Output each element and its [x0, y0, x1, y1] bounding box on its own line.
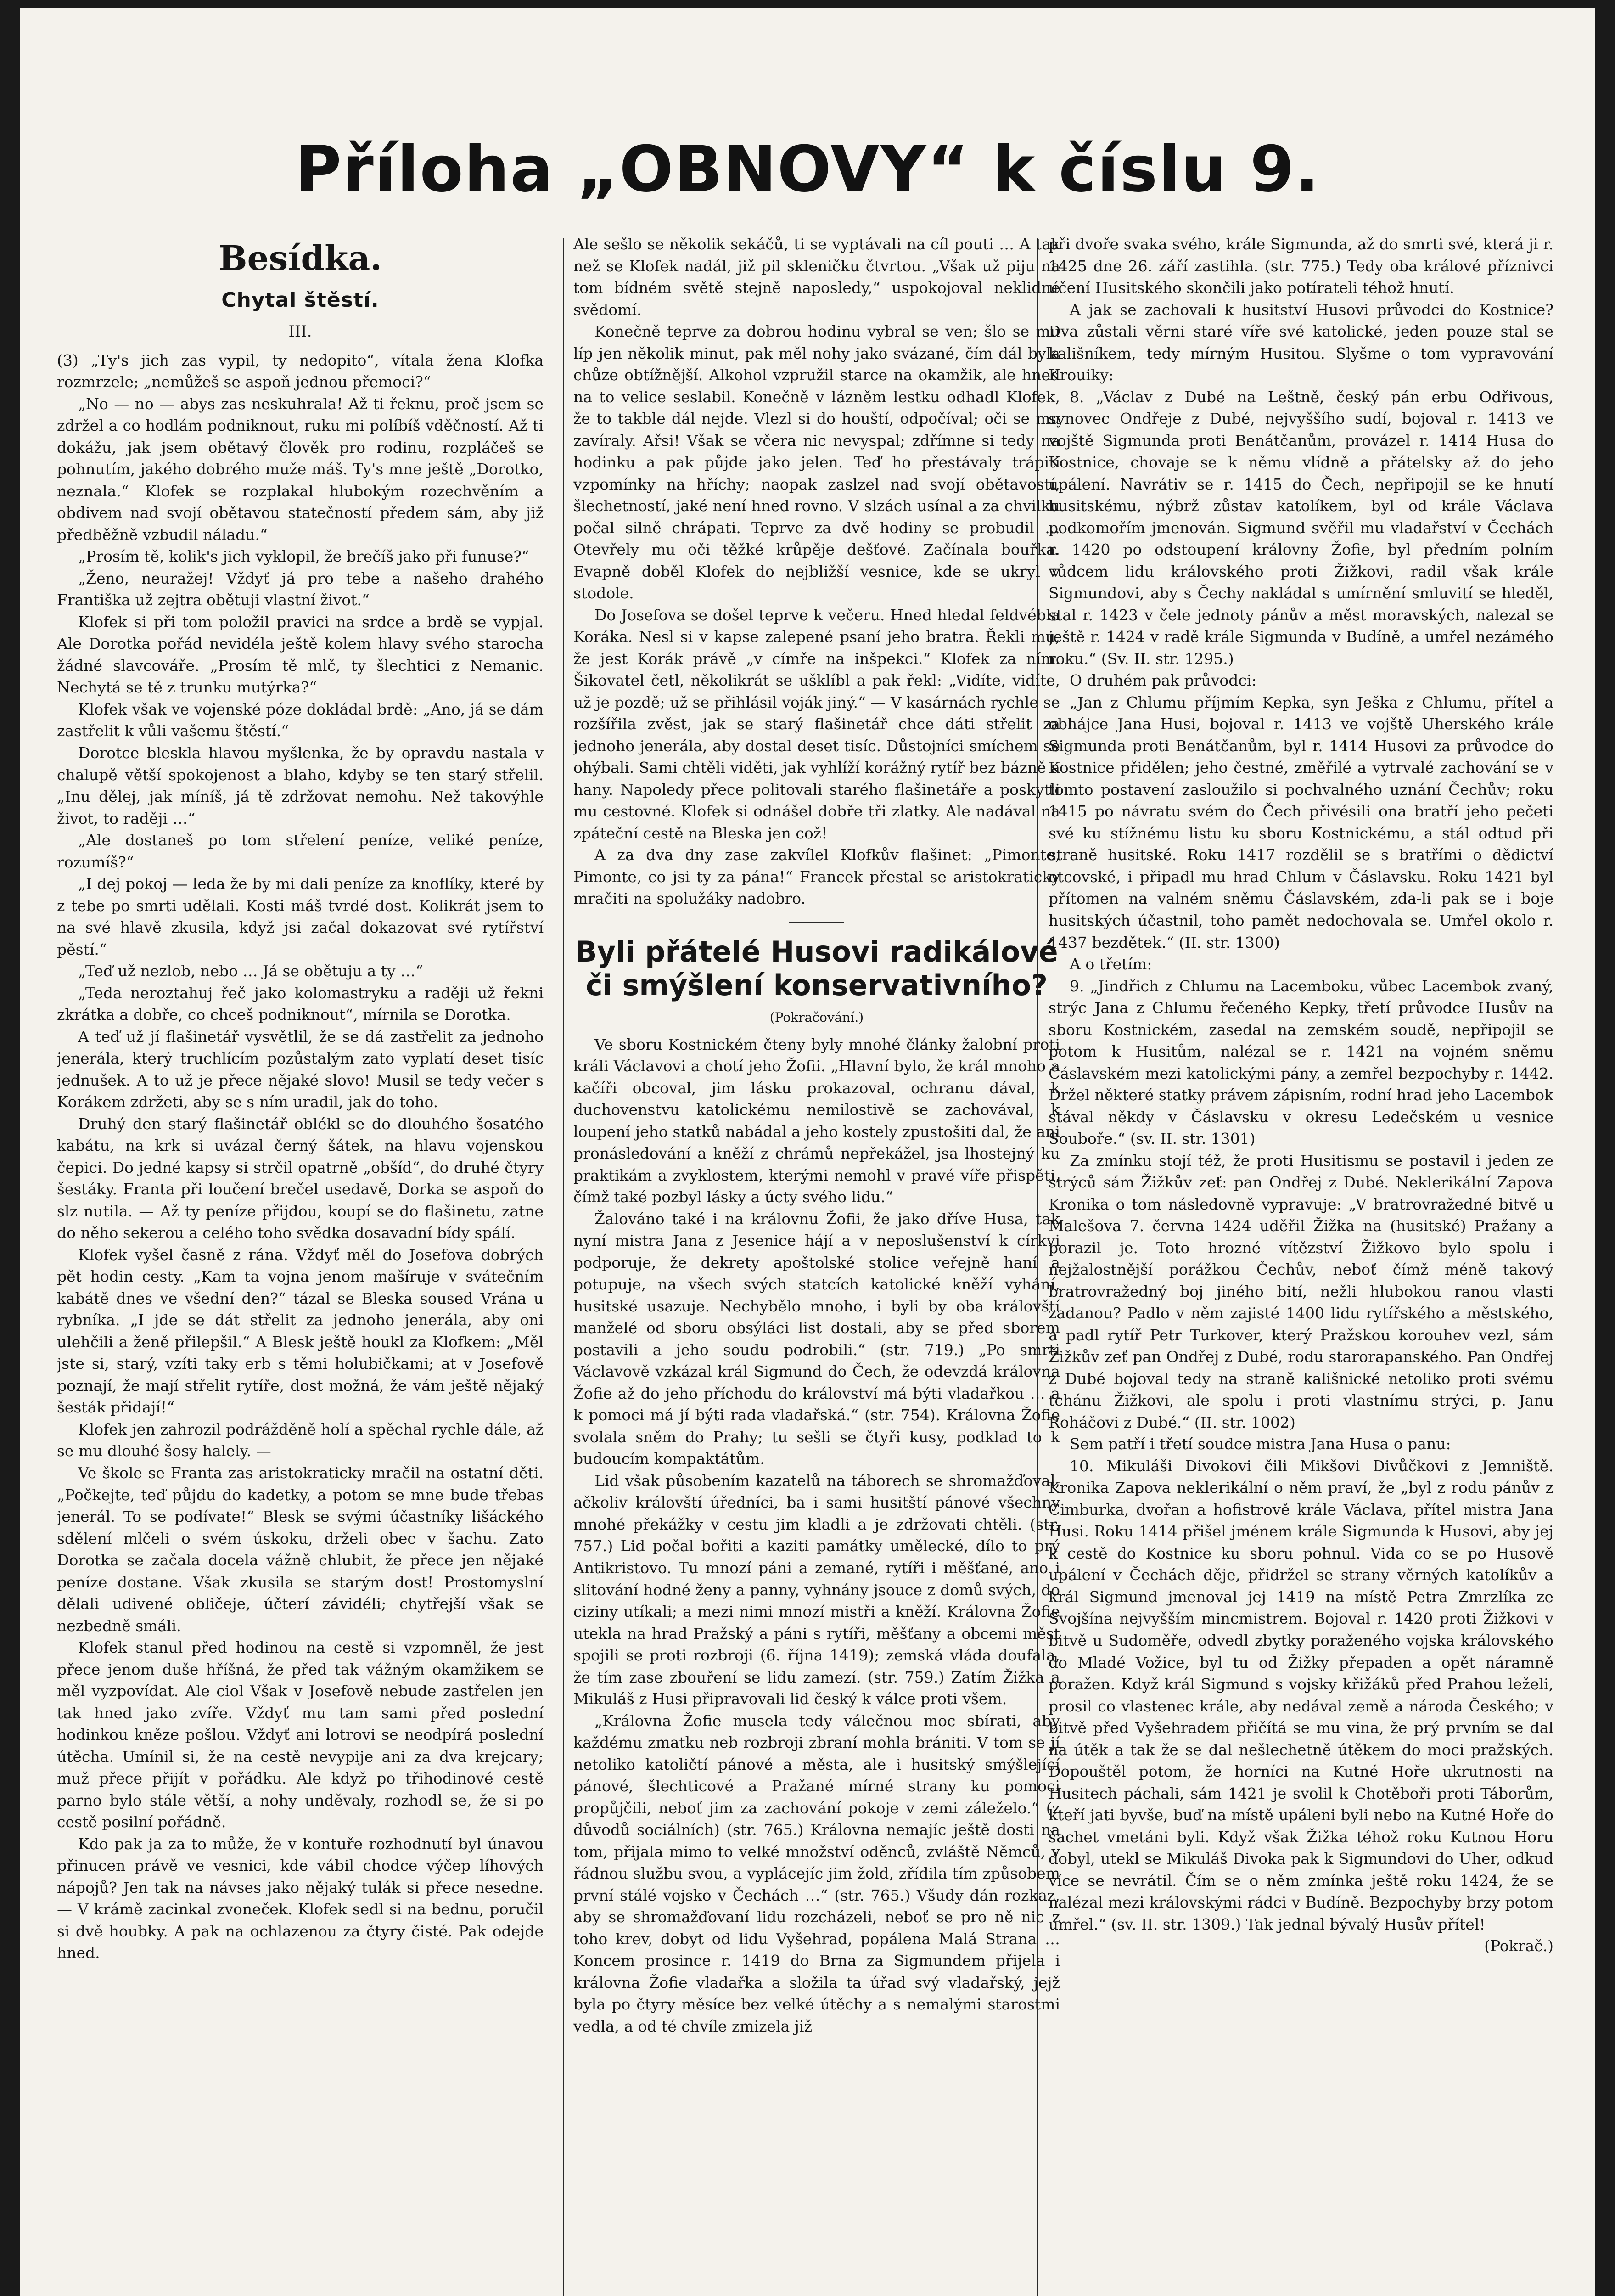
- column-rule-left: [563, 238, 564, 2296]
- paragraph: při dvoře svaka svého, krále Sigmunda, až do smrti své, která ji r. 1425 dne 26. září zastihla. (str. 775.) Tedy oba králové příznivci učení Husitského skončili jako potírateli téhož hnutí.: [1049, 235, 1553, 297]
- section-title-besidka: Besídka.: [218, 240, 382, 278]
- paragraph: 10. Mikuláši Divokovi čili Mikšovi Divůčkovi z Jemniště. Kronika Zapova neklerikální o něm praví, že „byl z rodu pánův z Cimburka, dvořan a hofistrově krále Václava, přítel mistra Jana Husi. Roku 1414 přišel jménem krále Sigmunda k Husovi, aby jej k cestě do Kostnice ku sboru pohnul. Vida co se po Husově upálení v Čechách děje, přidržel se strany věrných katolíkův a král Sigmund jmenoval jej 1419 na místě Petra Zmrzlíka ze Svojšína nejvyšším mincmistrem. Bojoval r. 1420 proti Žižkovi v bitvě u Sudoměře, odvedl zbytky poraženého vojska královského do Mladé Vožice, byl tu od Žižky přepaden a opět náramně poražen. Když král Sigmund s vojsky křižáků před Prahou leželi, prosil co vlastenec krále, aby nedával země a národa Českého; v bitvě před Vyšehradem přičítá se mu vina, že prý prvním se dal na útěk a tak že se dal nešlechetně útěkem do moci pražských. Dopouštěl potom, že horníci na Kutné Hoře ukrutnosti na Husitech páchali, sám 1421 je svolil k Chotěboři proti Táborům, kteří jati byvše, buď na místě upáleni byli nebo na Kutné Hoře do šachet vmetáni byli. Když však Žižka téhož roku Kutnou Horu dobyl, utekl se Mikuláš Divoka pak k Sigmundovi do Uher, odkud více se nevrátil. Čím se o něm zmínka ještě roku 1424, že se nalézal mezi královskými rádci v Budíně. Bezpochyby brzy potom umřel.“ (sv. II. str. 1309.) Tak jednal bývalý Husův přítel!: [1049, 1457, 1553, 1933]
- paragraph: „Jan z Chlumu příjmím Kepka, syn Ješka z Chlumu, přítel a obhájce Jana Husi, bojoval r. 1413 ve vojště Uherského krále Sigmunda proti Benátčanům, byl r. 1414 Husovi za průvodce do Kostnice přidělen; jeho čestné, změřilé a vytrvalé zachování se v tomto postavení zasloužilo si pochvalného uznání Čechův; roku 1415 po návratu svém do Čech přivésili ona bratří jeho pečeti své ku stížnému listu ku sboru Kostnickému, a stál odtud při straně husitské. Roku 1417 rozdělil se s bratřími o dědictví otcovské, i připadl mu hrad Chlum v Čáslavsku. Roku 1421 byl přítomen na valném sněmu Čáslavském, zda-li pak se i boje husitských účastnil, toho pamět nedochovala se. Umřel okolo r. 1437 bezdětek.“ (II. str. 1300): [1049, 693, 1553, 951]
- paragraph: „Ale dostaneš po tom střelení peníze, veliké peníze, rozumíš?“: [57, 831, 544, 871]
- story-title: Chytal štěstí.: [221, 288, 379, 312]
- paragraph: A jak se zachovali k husitství Husovi průvodci do Kostnice? Dva zůstali věrni staré víře své katolické, jeden pouze stal se kališníkem, tedy mírným Husitou. Slyšme o tom vypravování Krouiky:: [1049, 300, 1553, 384]
- continuation-note: (Pokračování.): [769, 1010, 864, 1025]
- newspaper-page: [20, 8, 1595, 2296]
- paragraph: „Ženo, neuražej! Vždyť já pro tebe a našeho drahého Františka už zejtra obětuji vlastní život.“: [57, 569, 544, 609]
- section-divider: [789, 922, 844, 923]
- paragraph: 8. „Václav z Dubé na Leštně, český pán erbu Odřivous, synovec Ondřeje z Dubé, nejvyššího sudí, bojoval r. 1413 ve vojště Sigmunda proti Benátčanům, provázel r. 1414 Husa do Kostnice, chovaje se k němu vlídně a přátelsky až do jeho upálení. Navrátiv se r. 1415 do Čech, nepřipojil se ke hnutí husitskému, nýbrž zůstav katolíkem, byl od krále Václava podkomořím jmenován. Sigmund svěřil mu vladařství v Čechách r. 1420 po odstoupení královny Žofie, byl předním polním vůdcem lidu královského proti Žižkovi, radil však krále Sigmundovi, aby s Čechy nakládal s umírnění smluvití se hleděl, stal r. 1423 v čele jednoty pánův a měst moravských, nalezal se ještě r. 1424 v radě krále Sigmunda v Budíně, a umřel nezámého roku.“ (Sv. II. str. 1295.): [1049, 388, 1553, 668]
- paragraph: A o třetím:: [1070, 955, 1152, 974]
- paragraph: 9. „Jindřich z Chlumu na Lacemboku, vůbec Lacembok zvaný, strýc Jana z Chlumu řečeného Kepky, třetí průvodce Husův na sboru Kostnickém, zasedal na zemském soudě, nepřipojil se potom k Husitům, nalézal se r. 1421 na vojném sněmu Čáslavském mezi katolickými pány, a zemřel bezpochyby r. 1442. Držel některé statky právem zápisním, rodní hrad jeho Lacembok stával někdy v Čáslavsku v okresu Ledečském u vesnice Souboře.“ (sv. II. str. 1301): [1049, 977, 1553, 1148]
- paragraph: Klofek jen zahrozil podrážděně holí a spěchal rychle dále, až se mu dlouhé šosy halely. —: [57, 1420, 544, 1460]
- paragraph: Kdo pak ja za to může, že v kontuře rozhodnutí byl únavou přinucen právě ve vesnici, kde vábil chodce výčep líhových nápojů? Jen tak na návses jako nějaký tulák si přece nesedne. — V krámě zacinkal zvoneček. Klofek sedl si na bednu, poručil si dvě houbky. A pak na ochlazenou za čtyry čisté. Pak odejde hned.: [57, 1835, 544, 1962]
- paragraph: „No — no — abys zas neskuhrala! Až ti řeknu, proč jsem se zdržel a co hodlám podniknout, ruku mi políbíš vděčností. Až ti dokážu, jak jsem obětavý člověk pro rodinu, rozpláčeš se pohnutím, jakého dobrého muže máš. Ty's mne ještě „Dorotko, neznala.“ Klofek se rozplakal hlubokým rozechvěním a obdivem nad svojí obětavou statečností předem sám, aby již předběžně vzbudil náladu.“: [57, 394, 544, 544]
- column-1: [57, 240, 544, 2296]
- page-heading: Příloha „OBNOVY“ k číslu 9.: [295, 132, 1320, 206]
- paragraph: Dorotce bleskla hlavou myšlenka, že by opravdu nastala v chalupě větší spokojenost a blaho, kdyby se ten starý střelil. „Inu dělej, jak míníš, já tě zdržovat nemohu. Než takovýhle život, to raději …“: [57, 743, 544, 827]
- paragraph: Žalováno také i na královnu Žofii, že jako dříve Husa, tak nyní mistra Jana z Jesenice hájí a v neposlušenství k církvi podporuje, že dekrety apoštolské stolice veřejně haní a potupuje, na všech svých statcích katolické kněží vyhání, husitské usazuje. Nechybělo mnoho, i byli by oba královští manželé od sboru obsýláci list dostali, aby se před sborem postavili a jeho soudu podrobili.“ (str. 719.) „Po smrti Václavově vzkázal král Sigmund do Čech, že odevzdá královna Žofie až do jeho příchodu do království má býti vladařkou … a k pomoci má jí býti rada vladařská.“ (str. 754). Královna Žofie svolala sněm do Prahy; tu sešli se čtyři kusy, podklad to k budoucím kompaktátům.: [573, 1210, 1060, 1468]
- paragraph: „Prosím tě, kolik's jich vyklopil, že brečíš jako při funuse?“: [78, 547, 529, 566]
- article-title: Byli přátelé Husovi radikálové či smýšlení konservativního?: [575, 934, 1058, 1002]
- paragraph: Ve sboru Kostnickém čteny byly mnohé články žalobní proti králi Václavovi a chotí jeho Žofii. „Hlavní bylo, že král mnoho a kačíři obcoval, jim lásku prokazoval, ochranu dával, k duchovenstvu katolickému nemilostivě se zachovával, k loupení jeho statků nabádal a jeho kostely zpustošiti dal, že ani pronásledování a kněží z chrámů nepřekážel, jsa lhostejný ku praktikám a zvyklostem, kterými nemohl v pravé víře přispěti, čímž také pozbyl lásky a úcty svého lidu.“: [573, 1035, 1060, 1206]
- paragraph: Za zmínku stojí též, že proti Husitismu se postavil i jeden ze strýců sám Žižkův zeť: pan Ondřej z Dubé. Neklerikální Zapova Kronika o tom následovně vypravuje: „V bratrovražedné bitvě u Malešova 7. června 1424 uděřil Žižka na (husitské) Pražany a porazil je. Toto hrozné vítězství Žižkovo bylo spolu i nejžalostnější porážkou Čechův, neboť čímž méně takový bratrovražedný boj jiného bití, nežli hlubokou ranou vlasti zadanou? Padlo v něm zajisté 1400 lidu rytířského a městského, a padl rytíř Petr Turkover, který Pražskou korouhev vezl, sám Žižkův zeť pan Ondřej z Dubé, rodu starorapanského. Pan Ondřej z Dubé bojoval tedy na straně kališnické netoliko proti svému tchánu Žižkovi, ale spolu i proti vlastnímu strýci, p. Janu Roháčovi z Dubé.“ (II. str. 1002): [1049, 1151, 1553, 1431]
- paragraph: „Teda neroztahuj řeč jako kolomastryku a raději už řekni zkrátka a dobře, co chceš podniknout“, mírnila se Dorotka.: [57, 984, 544, 1024]
- paragraph: Ve škole se Franta zas aristokraticky mračil na ostatní děti. „Počkejte, teď půjdu do kadetky, a potom se mne bude třebas jenerál. To se podívate!“ Blesk se svými účastníky lišáckého sdělení mlčeli o svém úskoku, drželi obec v šachu. Zato Dorotka se začala docela vážně chlubit, že přece jen nějaké peníze dostane. Však zkusila se starým dost! Prostomyslní dělali udivené obličeje, účterí závidéli; chytřejší však se nezbedně smáli.: [57, 1464, 544, 1635]
- story-part: III.: [288, 322, 312, 341]
- paragraph: Klofek stanul před hodinou na cestě si vzpomněl, že jest přece jenom duše hříšná, že před tak vážným okamžikem se měl vyzpovídat. Ale ciol Však v Josefově nebude zastřelen jen tak hned jako zvíře. Vždyť mu tam sami před poslední hodinkou kněze pošlou. Vždyť ani lotrovi se neodpírá poslední útěcha. Umínil si, že na cestě nevypije ani za dva krejcary; muž přece přijít v pořádku. Ale když po třihodinové cestě parno bylo stále větší, a nohy unděvaly, rozhodl se, že si po cestě posilní pořádně.: [57, 1638, 544, 1831]
- paragraph: A teď už jí flašinetář vysvětlil, že se dá zastřelit za jednoho jenerála, který truchlícím pozůstalým zato vyplatí deset tisíc jednušek. A to už je přece nějaké slovo! Musil se tedy večer s Korákem zdržeti, aby se s ním uradil, jak do toho.: [57, 1027, 544, 1111]
- column-2: [573, 233, 1060, 2296]
- paragraph: „Teď už nezlob, nebo … Já se obětuju a ty …“: [78, 962, 423, 980]
- paragraph: A za dva dny zase zakvílel Klofkův flašinet: „Pimonte, Pimonte, co jsi ty za pána!“ Francek přestal se aristokraticky mračiti na spolužáky nadobro.: [573, 846, 1060, 908]
- paragraph: Ale sešlo se několik sekáčů, ti se vyptávali na cíl pouti … A tak než se Klofek nadál, již pil skleničku čtvrtou. „Však už piju na tom bídném světě stejně naposledy,“ uspokojoval neklidné svědomí.: [573, 235, 1060, 319]
- paragraph: Klofek si při tom položil pravici na srdce a brdě se vypjal. Ale Dorotka pořád nevidéla ještě kolem hlavy svého starocha žádné slavcováře. „Prosím tě mlč, ty šlechtici z Nemanic. Nechytá se tě z trunku mutýrka?“: [57, 613, 544, 697]
- paragraph: Sem patří i třetí soudce mistra Jana Husa o panu:: [1070, 1435, 1451, 1453]
- paragraph: Klofek však ve vojenské póze dokládal brdě: „Ano, já se dám zastřelit k vůli vašemu štěstí.“: [57, 700, 544, 740]
- paragraph: Konečně teprve za dobrou hodinu vybral se ven; šlo se mu líp jen několik minut, pak měl nohy jako svázané, čím dál byla chůze obtížnější. Alkohol vzpružil starce na okamžik, ale hned na to velice seslabil. Konečně v lázněm lestku odhadl Klofek, že to takble dál nejde. Vlezl si do houští, odpočíval; oči se mu zavíraly. Ařsi! Však se včera nic nevyspal; zdřímne si tedy na hodinku a pak půjde jako jelen. Teď ho přestávaly trápiti vzpomínky na hříchy; naopak zaslzel nad svojí obětavostí, šlechetností, jaké není hned rovno. V slzách usínal a za chvilku počal silně chrápati. Teprve za dvě hodiny se probudil … Otevřely mu oči těžké krůpěje dešťové. Začínala bouřka. Evapně doběl Klofek do nejbližší vesnice, kde se ukryl v stodole.: [573, 322, 1060, 602]
- paragraph: „I dej pokoj — leda že by mi dali peníze za knoflíky, které by z tebe po smrti udělali. Kosti máš tvrdé dost. Kolikrát jsem to na své hlavě zkusila, když jsi začal dokazovat své rytířství pěstí.“: [57, 875, 544, 958]
- paragraph: Lid však působením kazatelů na táborech se shromažďoval, ačkoliv královští úředníci, ba i sami husitští pánové všechny mnohé překážky v cestu jim kladli a je zdržovati chtěli. (str. 757.) Lid počal bořiti a kaziti památky umělecké, dílo to prý Antikristovo. Tu mnozí páni a zemané, rytíři i měšťané, ano i slitování hodné ženy a panny, vyhnány jsouce z domů svých, do ciziny utíkali; a mezi nimi mnozí mistři a kněží. Královna Žofie utekla na hrad Pražský a páni s rytíři, měšťany a obcemi měst spojili se proti rozbroji (6. října 1419); zemská vláda doufala, že tím zase zbouření se lidu zamezí. (str. 759.) Zatím Žižka a Mikuláš z Husi připravovali lid český k válce proti všem.: [573, 1471, 1060, 1708]
- paragraph: O druhém pak průvodci:: [1070, 671, 1257, 690]
- paragraph: Druhý den starý flašinetář oblékl se do dlouhého šosatého kabátu, na krk si uvázal černý šátek, na hlavu vojenskou čepici. Do jedné kapsy si strčil opatrně „obšíd“, do druhé čtyry šestáky. Franta při loučení brečel usedavě, Dorka se aspoň do slz nutila. — Až ty peníze přijdou, koupí se do flašinetu, zatne do něho sekerou a celého toho svědka dosavadní bídy spálí.: [57, 1114, 544, 1242]
- paragraph: „Královna Žofie musela tedy válečnou moc sbírati, aby každému zmatku neb rozbroji zbraní mohla brániti. V tom se jí netoliko katoličtí pánové a města, ale i husitský smýšlející pánové, šlechticové a Pražané mírné strany ku pomoci propůjčili, neboť jim za zachování pokoje v zemi záleželo.“ (z důvodů sociálních) (str. 765.) Královna nemajíc ještě dosti na tom, přijala mimo to velké množství oděnců, zvláště Němců, v řádnou službu svou, a vyplácejíc jim žold, zřídila tím způsobem první stálé vojsko v Čechách …“ (str. 765.) Všudy dán rozkaz, aby se shromažďovaní lidu rozcházeli, neboť se pro ně nic z toho krev, dobyt od lidu Vyšehrad, popálena Malá Strana … Koncem prosince r. 1419 do Brna za Sigmundem přijela i královna Žofie vladařka a složila ta úřad svý vladařský, jejž byla po čtyry měsíce bez velké útěchy a s nemalými starostmi vedla, a od té chvíle zmizela již: [573, 1711, 1060, 2035]
- paragraph: Do Josefova se došel teprve k večeru. Hned hledal feldvébla Koráka. Nesl si v kapse zalepené psaní jeho bratra. Řekli mu, že jest Korák právě „v címře na inšpekci.“ Klofek za ním. Šikovatel četl, několikrát se ušklíbl a pak řekl: „Vidíte, vidíte, už je pozdě; už se přihlásil voják jiný.“ — V kasárnách rychle se rozšířila zvěst, jak se starý flašinetář chce dáti střelit za jednoho jenerála, aby dostal deset tisíc. Důstojníci smíchem se ohýbali. Sami chtěli viděti, jak vyhlíží korážný rytíř bez bázně a hany. Napoledy přece politovali starého flašinetáře a poskytli mu cestovné. Klofek si odnášel dobře tři zlatky. Ale nadával na zpáteční cestě na Bleska jen což!: [573, 606, 1060, 842]
- paragraph: Klofek vyšel časně z rána. Vždyť měl do Josefova dobrých pět hodin cesty. „Kam ta vojna jenom mašíruje v svátečním kabátě dnes ve všední den?“ tázal se Bleska soused Vrána u rybníka. „I jde se dát střelit za jednoho jenerála, aby oni ulehčili a ženě přilepšil.“ A Blesk ještě houkl za Klofkem: „Měl jste si, starý, vzíti taky erb s těmi holubičkami; at v Josefově poznají, že mají střelit rytíře, dost možná, že vám ještě nějaký šesták přidají!“: [57, 1245, 544, 1417]
- column-3: [1049, 233, 1553, 2296]
- continued-note: (Pokrač.): [1484, 1937, 1553, 1955]
- paragraph: (3) „Ty's jich zas vypil, ty nedopito“, vítala žena Klofka rozmrzele; „nemůžeš se aspoň jednou přemoci?“: [57, 351, 544, 391]
